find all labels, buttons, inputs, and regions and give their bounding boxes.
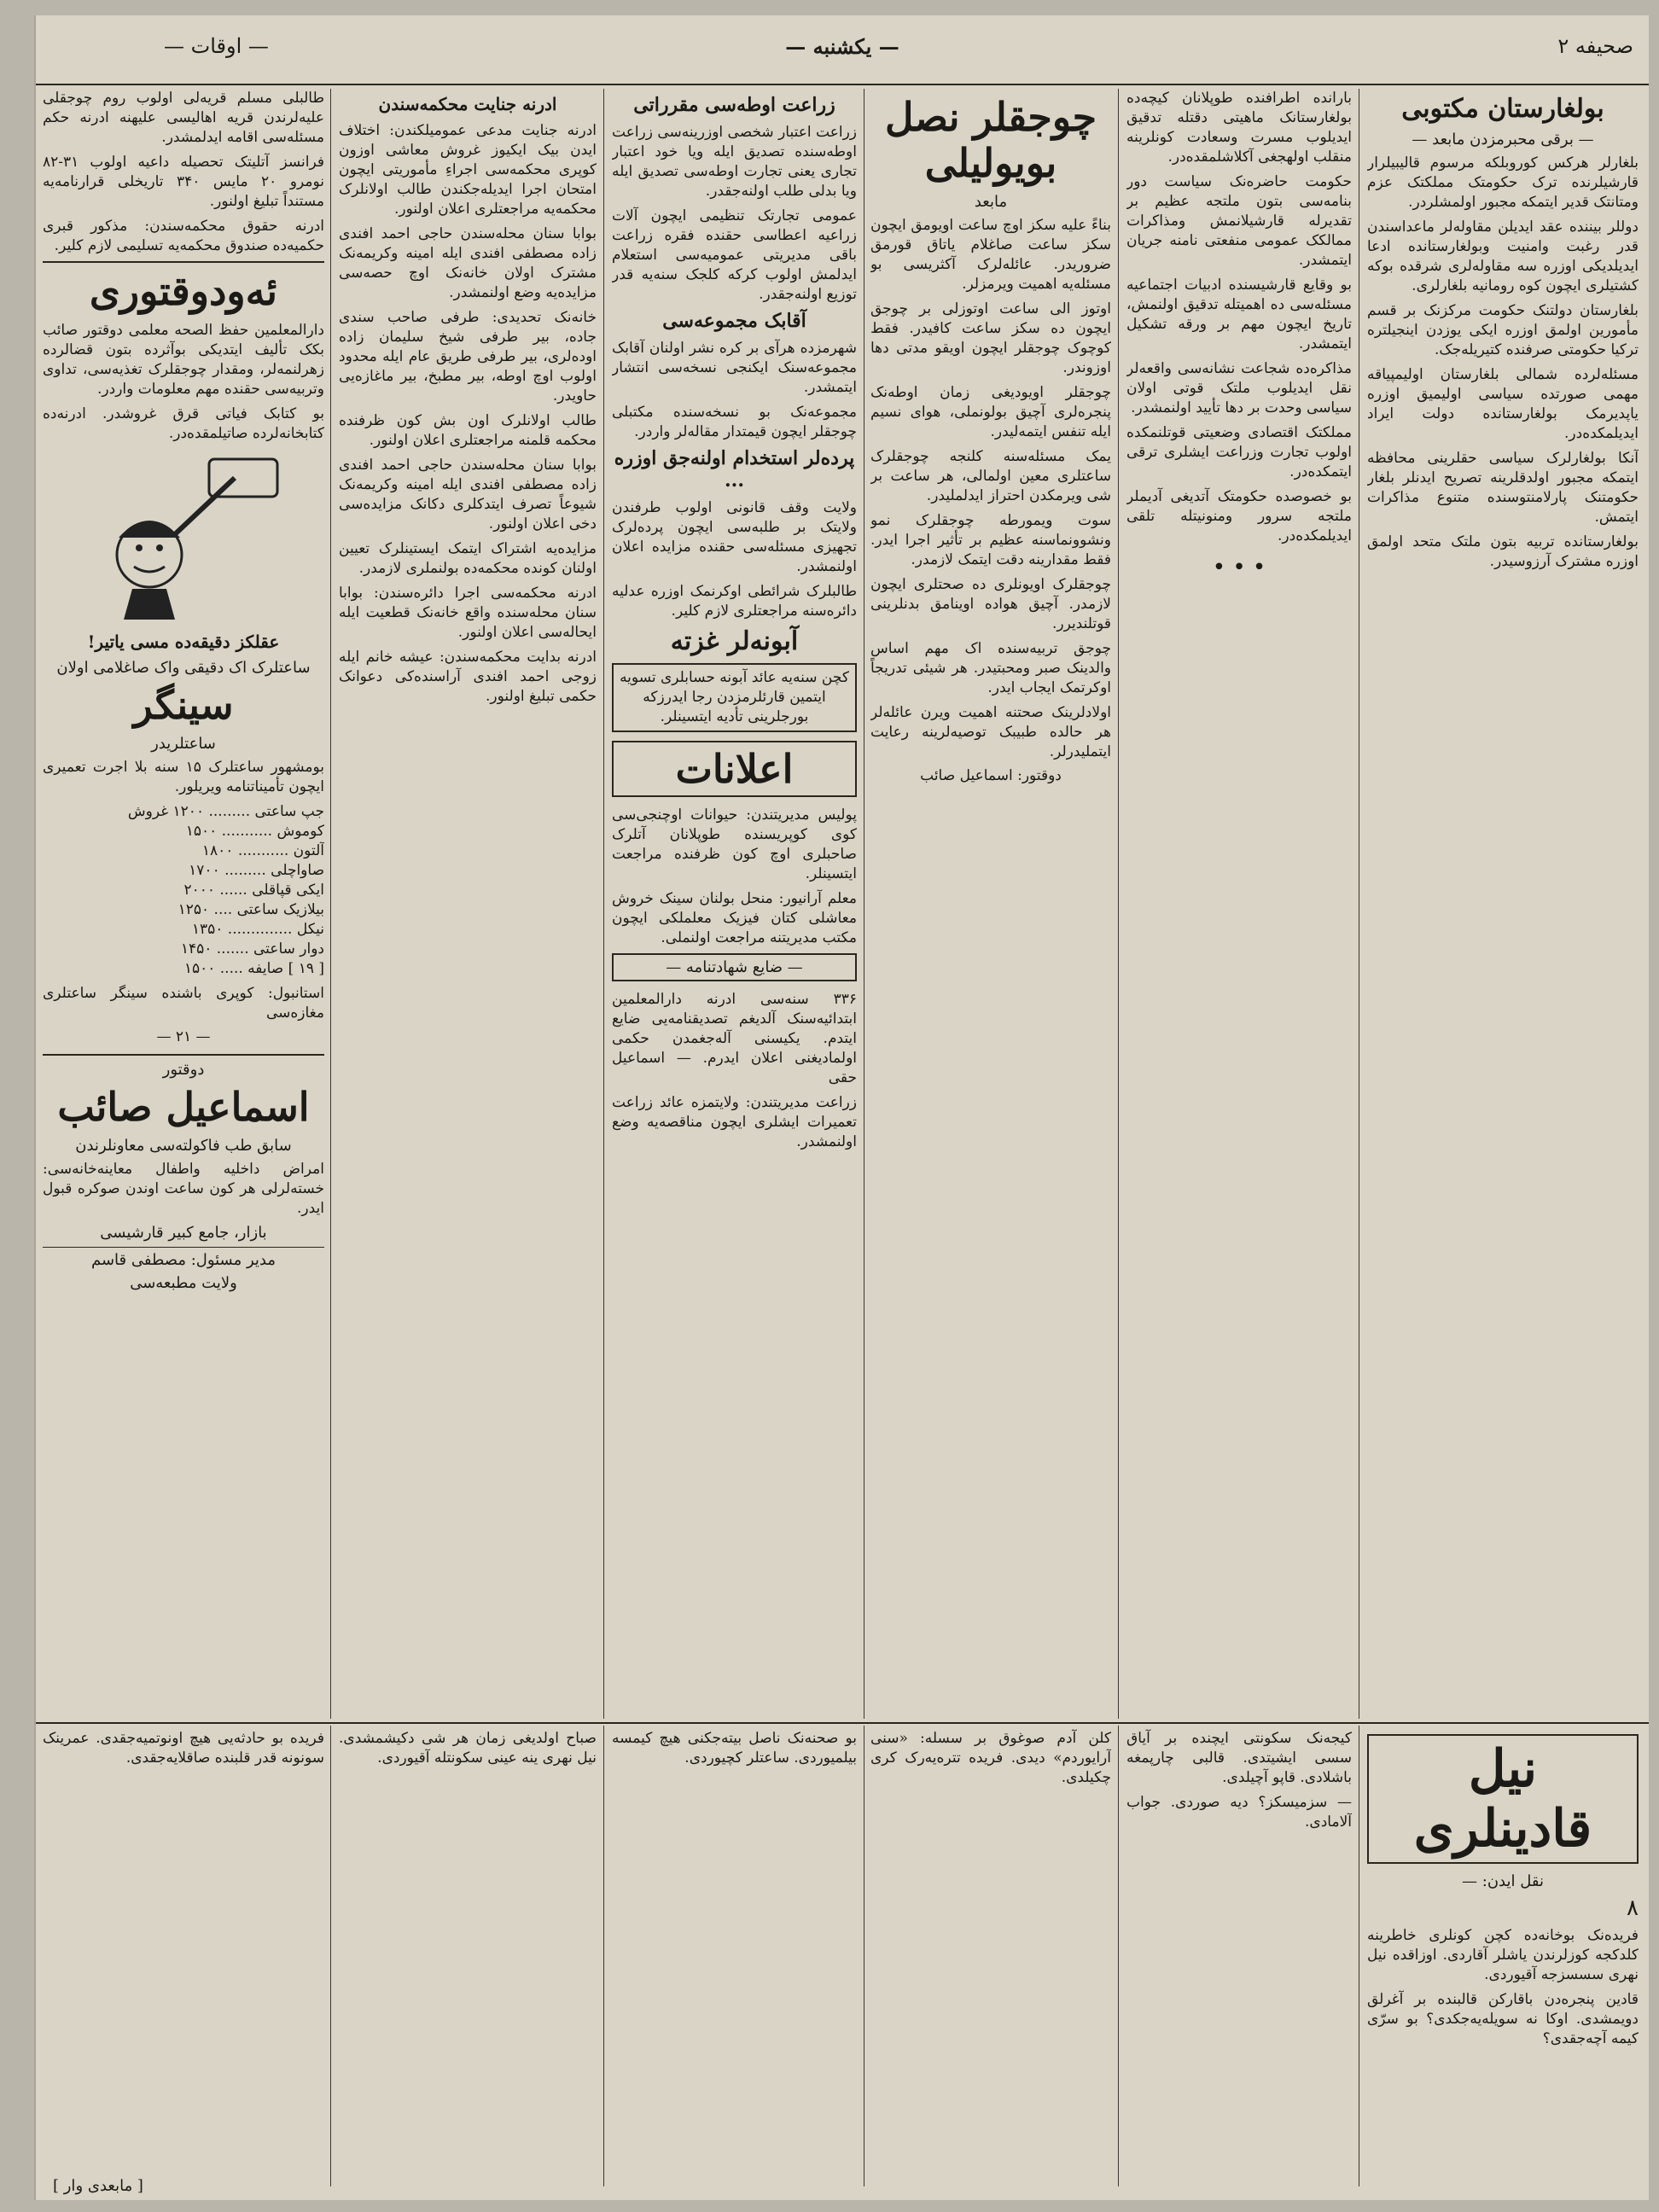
article-title: بولغارستان مکتوبی — [1401, 94, 1604, 124]
paragraph: خانه‌نک تحدیدی: طرفی صاحب سندی جاده، بیر طرفی شیخ سلیمان زاده اوده‌لری، بیر طرفی طریق عام ایله محدود اولوب اوچ اوطه، بیر مطبخ، بیر ماغازه‌یی حاویدر. — [339, 309, 597, 405]
column-4 — [612, 89, 857, 1714]
paragraph: بوابا سنان محله‌سندن حاجی احمد افندی زاده مصطفی افندی ایله امینه وکریمه‌نک مشترک اولان خانه‌نک اوچ حصه‌سی مزایده‌یه وضع اولنمشدر. — [339, 225, 597, 301]
paragraph: پولیس مدیریتندن: حیوانات اوچنجی‌سی کوی کوپریسنده طوپلانان آتلرک صاحبلری اوچ کون ظرفنده مراجعت ایتسینلر. — [612, 806, 857, 882]
article-title: چوجقلر نصل بویولیلی — [884, 94, 1097, 186]
announcements-heading: اعلانات — [612, 741, 857, 797]
paragraph: بولغارستانده تربیه بتون ملتک متحد اولمق اوزره مشترک آرزوسیدر. — [1367, 533, 1639, 570]
paragraph: فریده بو حادثه‌یی هیچ اونوتمیه‌جقدی. عمرینک سونونه قدر قلبنده صاقلایه‌جقدی. — [43, 1730, 324, 1767]
price-row: دوار ساعتی ....... ۱۴۵۰ — [180, 940, 324, 958]
article-subtitle: مابعد — [974, 193, 1008, 211]
paragraph: — سزمیسکز؟ دیه صوردی. جواب آلامادی. — [1126, 1794, 1352, 1831]
article-title: پرده‌لر استخدام اولنه‌جق اوزره ... — [614, 447, 855, 492]
column-rule — [603, 1726, 604, 2186]
serial-header — [1367, 1729, 1639, 2190]
article-subtitle: — برقی محبرمزدن مابعد — — [1412, 131, 1594, 148]
ad-note: بومشهور ساعتلرک ۱۵ سنه بلا اجرت تعمیری ایچون تأمیناتنامه ویریلور. — [43, 759, 324, 795]
column-2 — [1126, 89, 1352, 1714]
editor-line: مدیر مسئول: مصطفی قاسم — [43, 1247, 324, 1269]
paragraph: بو کتابک فیاتی قرق غروشدر. ادرنه‌ده کتابخانه‌لرده صاتیلمقده‌در. — [43, 405, 324, 442]
paragraph: فرانسز آتلیتک تحصیله داعیه اولوب ۳۱-۸۲ نومرو ۲۰ مایس ۳۴۰ تاریخلی قرارنامه‌یه مستنداً تبلیغ اولنور. — [43, 154, 324, 210]
serial-number: ۸ — [1627, 1895, 1639, 1921]
article-title: آقابک مجموعه‌سی — [662, 310, 806, 332]
paragraph: بارانده اطرافنده طوپلانان کیچه‌ده بولغارستانک ماهیتی دقتله تدقیق ایدیلوب مسرت وسعادت کونلرینه منقلب اولهجغی آکلاشلمقده‌در. — [1126, 90, 1352, 166]
ad-brand-sub: ساعتلریدر — [151, 735, 216, 753]
ad-number: — ۲۱ — — [156, 1028, 211, 1045]
doctor-text: امراض داخلیه واطفال معاینه‌خانه‌سی: خسته‌لرلی هر کون ساعت اوندن صوکره قبول ایدر. — [43, 1161, 324, 1217]
ad-headline: عقلکز دقیقه‌ده مسی یاتیر! — [87, 632, 280, 652]
masthead — [36, 15, 1649, 85]
paragraph: معلم آرانیور: منحل بولنان سینک خروش معاشلی کتان فیزیک معلملکی ایچون مکتب مدیریتنه مراجعت اولنملی. — [612, 890, 857, 946]
column-rule — [1118, 1726, 1119, 2186]
paragraph: زراعت مدیریتندن: ولایتمزه عائد زراعت تعمیرات ایشلری ایچون مناقصه‌یه وضع اولنمشدر. — [612, 1094, 857, 1150]
paragraph: بناءً علیه سکز اوچ ساعت اویومق ایچون سکز ساعت صاغلام یاتاق قورمق ضروریدر. عائله‌لرک آکثریسی بو مسئله‌یه اهمیت ویرمزلر. — [870, 217, 1111, 293]
column-6 — [43, 89, 324, 1714]
column-3 — [870, 89, 1111, 1714]
paragraph: طالب اولانلرک اون بش کون ظرفنده محکمه قلمنه مراجعتلری اعلان اولنور. — [339, 412, 597, 449]
paragraph: بلغارستان دولتنک حکومت مرکزنک بر قسم مأمورین اولمق اوزره ایکی یوزدن اینجیلتره ترکیا حکومتی صرفنده کتیریله‌جک. — [1367, 302, 1639, 358]
paragraph: سوت ویمورطه چوجقلرک نمو ونشوونماسنه عظیم بر تأثیر اجرا ایدر. فقط مقدارینه دقت ایتمک لازمدر. — [870, 512, 1111, 568]
paragraph: بو خصوصده حکومتک آتدیغی آدیملر ملتجه سرور ومنونیتله تلقی ایدیلمکده‌در. — [1126, 488, 1352, 544]
paragraph: بو صحنه‌نک ناصل بیته‌جکنی هیچ کیمسه بیلمیوردی. ساعتلر کچیوردی. — [612, 1730, 857, 1767]
paragraph: طالبلرک شرائطی اوکرنمک اوزره عدلیه دائره‌سنه مراجعتلری لازم کلیر. — [612, 583, 857, 620]
paragraph: حکومت حاضره‌نک سیاست دور بنامه‌سی بتون ملتجه عظیم بر تقدیرله قارشیلانمش ومذاکرات ممالکک عمومی منفعتی نامنه جریان ایتمشدر. — [1126, 173, 1352, 269]
notice-box: — ضایع شهادتنامه — — [612, 953, 857, 981]
doctor-name: اسماعیل صائب — [57, 1084, 310, 1130]
paragraph: شهرمزده هرآی بر کره نشر اولنان آقابک مجموعه‌سنک ایکنجی نسخه‌سی انتشار ایتمشدر. — [612, 340, 857, 396]
paragraph: مزایده‌یه اشتراک ایتمک ایستینلرک تعیین اولنان کونده محکمه‌ده بولنملری لازمدر. — [339, 540, 597, 577]
article-title: زراعت اوطه‌سی مقرراتی — [633, 94, 835, 116]
paragraph: اوتوز الی ساعت اوتوزلی بر چوجق ایچون ده سکز ساعت کافیدر. فقط کوچوک چوجقلر ایچون اویقو مدتی دها اوزوندر. — [870, 300, 1111, 376]
article-title: ئەودوقتوری — [43, 261, 324, 314]
price-row: آلتون ........... ۱۸۰۰ — [201, 842, 324, 859]
paragraph: ادرنه حقوق محکمه‌سندن: مذکور قبری حکمیه‌ده صندوق محکمه‌یه تسلیمی لازم کلیر. — [43, 218, 324, 254]
price-row: ایکی قپاقلی ...... ۲۰۰۰ — [183, 882, 324, 899]
column-rule — [330, 89, 331, 1719]
serial-column — [1126, 1729, 1352, 2190]
advertisement-illustration — [81, 452, 286, 623]
column-rule — [330, 1726, 331, 2186]
doctor-label: دوقتور — [43, 1054, 324, 1079]
paragraph: کلن آدم صوغوق بر سسله: «سنی آرایوردم» دیدی. فریده تتره‌یه‌رک کری چکیلدی. — [870, 1730, 1111, 1786]
paragraph: بوابا سنان محله‌سندن حاجی احمد افندی زاده مصطفی افندی ایله امینه وکریمه‌نک شیوعاً تصرف ایتدکلری دکانک مزایده‌سی دخی اعلان اولنور. — [339, 457, 597, 533]
column-1 — [1367, 89, 1639, 1714]
price-row: بیلازیک ساعتی .... ۱۲۵۰ — [178, 901, 324, 918]
paragraph: صباح اولدیغی زمان هر شی دکیشمشدی. نیل نهری ینه عینی سکونتله آقیوردی. — [339, 1730, 597, 1767]
section-rule — [36, 1722, 1649, 1724]
serial-column — [612, 1729, 857, 2190]
column-rule — [603, 89, 604, 1719]
article-title: آبونه‌لر غزته — [670, 626, 799, 656]
doctor-subtitle: سابق طب فاکولته‌سی معاونلرندن — [75, 1137, 292, 1155]
paragraph: مجموعه‌نک بو نسخه‌سنده مکتبلی چوجقلر ایچون قیمتدار مقاله‌لر واردر. — [612, 404, 857, 440]
article-title: ادرنه جنایت محکمه‌سندن — [378, 94, 557, 114]
ad-brand: سینگر — [133, 682, 234, 728]
paragraph: چوجقلر اویودیغی زمان اوطه‌نک پنجره‌لری آچیق بولونملی، هوای نسیم ایله تنفس ایتمه‌لیدر. — [870, 384, 1111, 440]
paragraph: عمومی تجارتک تنظیمی ایچون آلات زراعیه اعطاسی حقنده فقره زراعت باقی مدیریتی عمومیه‌سی استعلام ایدلمش اولوب کرکه کلجک سنه‌یه قدر توزیع اولنه‌جقدر. — [612, 207, 857, 303]
paragraph: ادرنه محکمه‌سی اجرا دائره‌سندن: بوابا سنان محله‌سنده واقع خانه‌نک قطعیت ایله ایحاله‌سی اعلان اولنور. — [339, 585, 597, 641]
serial-title: نیل قادینلری — [1367, 1734, 1639, 1864]
man-with-watch-icon — [81, 452, 286, 623]
price-row: [ ۱۹ ] صایفه ..... ۱۵۰۰ — [183, 960, 324, 977]
page-number: صحیفه ۲ — [1557, 34, 1633, 58]
price-row: جپ ساعتی ......... ۱۲۰۰ غروش — [127, 803, 324, 820]
paragraph: چوجقلرک اویونلری ده صحتلری ایچون لازمدر. آچیق هواده اوینامق بدنلرینی قوتلندیرر. — [870, 576, 1111, 632]
paragraph: ۳۳۶ سنه‌سی ادرنه دارالمعلمین ابتدائیه‌سنک آلدیغم تصدیقنامه‌یی ضایع ایتدم. یکیسنی آله‌جغمدن حکمی اولمادیغنی اعلان ایدرم. — اسماعیل حقی — [612, 991, 857, 1086]
paragraph: مذاکره‌ده شجاعت نشانه‌سی واقعه‌لر نقل ایدیلوب ملتک قوتی اولان سیاسی وحدت بر دها تأیید اولنمشدر. — [1126, 360, 1352, 416]
notice-box: کچن سنه‌یه عائد آبونه حسابلری تسویه ایتمین قارئلرمزدن رجا ایدرزکه بورجلرینی تأدیه ایتسینلر. — [612, 663, 857, 732]
serial-subtitle: نقل ایدن: — — [1462, 1872, 1544, 1890]
column-5 — [339, 89, 597, 1714]
paragraph: ولایت وقف قانونی اولوب طرفندن ولایتک بر طلبه‌سی ایچون پرده‌لرک تجهیزی مسئله‌سی حقنده مزایده اعلان اولنمشدر. — [612, 499, 857, 575]
paragraph: ادرنه جنایت مدعی عمومیلکندن: اختلاف ایدن بیک ایکیوز غروش معاشی اوزون کوپری محکمه‌سی اجراءِ مأموریتی ایچون امتحان اجرا ایدیله‌جکندن طالب اولانلرک محکمه‌یه مراجعتلری اعلان اولنور. — [339, 122, 597, 218]
serial-column — [870, 1729, 1111, 2190]
paragraph: چوجق تربیه‌سنده اک مهم اساس والدینک صبر ومحبتیدر. هر شیئی تدریجاً اوکرتمک ایجاب ایدر. — [870, 640, 1111, 696]
paragraph: دارالمعلمین حفظ الصحه معلمی دوقتور صائب بکک تألیف ایتدیکی بوآثرده بتون قضالرده زهرلنمه‌لر، ومقدار چوجقلرک تغذیه‌سی، تداوی وتربیه‌سی حقنده مهم معلومات واردر. — [43, 322, 324, 398]
paragraph: آنکا بولغارلرک سیاسی حقلرینی محافظه ایتمکه مجبور اولدقلرینه تصریح ایدنلر بلغار حکومتنک پارلامنتوسنده متنوع مذاکرات ایتمش. — [1367, 450, 1639, 526]
ad-footer: استانبول: کوپری باشنده سینگر ساعتلری مغازه‌سی — [43, 985, 324, 1022]
paragraph: یمک مسئله‌سنه کلنجه چوجقلرک ساعتلری معین اولمالی، هر ساعت بر شی ویرمکدن احتراز ایدلملیدر. — [870, 448, 1111, 504]
paragraph: ادرنه بدایت محکمه‌سندن: عیشه خانم ایله زوجی احمد افندی آراسنده‌کی دعوانک حکمی تبلیغ اولنور. — [339, 649, 597, 705]
paragraph: قادین پنجره‌دن باقارکن قالبنده بر آغرلق دویمشدی. اوکا نه سویله‌یه‌جکدی؟ بو سرّی کیمه آچه‌جقدی؟ — [1367, 1991, 1639, 2047]
paragraph: بو وقایع قارشیسنده ادبیات اجتماعیه مسئله‌سی ده اهمیتله تدقیق اولنمش، تاریخ ایچون مهم بر ورقه تشکیل ایتمشدر. — [1126, 276, 1352, 352]
paragraph: مملکتک اقتصادی وضعیتی قوتلنمکده اولوب تجارت وزراعت ایشلری ترقی ایتمکده‌در. — [1126, 424, 1352, 480]
masthead-left: — اوقات — — [164, 34, 269, 58]
printer-line: ولایت مطبعه‌سی — [130, 1274, 237, 1292]
paragraph: مسئله‌لرده شمالی بلغارستان اولیمپیاقه مهمی صورتده سیاسی اولیمیق اوزره یاپدیرمک بولغارستانده دولت ایراد ایدیلمکده‌در. — [1367, 366, 1639, 442]
ad-text: ساعتلرک اک دقیقی واک صاغلامی اولان — [56, 659, 311, 677]
paragraph: دوللر بیننده عقد ایدیلن مقاوله‌لر ماعداسندن قدر رغبت وامنیت وبولغارستانده ادعا ایدیلدیکی اوزره سه مقاوله‌لری شرقده بوکه کشتیلری ایچون کوه رومانیه بلغارلری. — [1367, 218, 1639, 294]
paragraph: فریده‌نک بوخانه‌ده کچن کونلری خاطرینه کلدکجه کوزلرندن یاشلر آقاردی. اوزاقده نیل نهری سسسزجه آقیوردی. — [1367, 1927, 1639, 1983]
serial-continued: [ مابعدی وار ] — [53, 2177, 143, 2195]
article-signature: دوقتور: اسماعیل صائب — [920, 767, 1062, 784]
paragraph: کیجه‌نک سکونتی ایچنده بر آیاق سسی ایشیتدی. قالبی چارپمغه باشلادی. قاپو آچیلدی. — [1126, 1730, 1352, 1786]
newspaper-page — [34, 15, 1649, 2200]
price-row: نیکل .............. ۱۳۵۰ — [191, 921, 324, 938]
paragraph: بلغارلر هرکس کوروبلکه مرسوم قالیبیلرار قارشیلرنده ترک حکومتک مملکتک عزم ومتانتک قدیر ایتمکه مجبور اولمشلردر. — [1367, 154, 1639, 211]
separator-dots: • • • — [1212, 555, 1266, 580]
doctor-address: بازار، جامع کبیر قارشیسی — [100, 1224, 267, 1242]
paragraph: طالبلی مسلم قریه‌لی اولوب روم چوجقلی علیه‌لرندن قریه اهالیسی علیهنه ادرنه حکم مسئله‌سی اقامه ایدلمشدر. — [43, 90, 324, 146]
paragraph: اولادلرینک صحتنه اهمیت ویرن عائله‌لر هر حالده طبیبک توصیه‌لرینه رعایت ایتملیدرلر. — [870, 704, 1111, 760]
column-rule — [1118, 89, 1119, 1719]
price-row: صاواچلی ......... ۱۷۰۰ — [189, 862, 324, 879]
paragraph: زراعت اعتبار شخصی اوزرینه‌سی زراعت اوطه‌سنده تصدیق ایله ویا خود اعتبار تجاری یعنی تجارت اوطه‌سی تصدیق ایله ویا بدلی طلب اولنه‌جقدر. — [612, 124, 857, 200]
price-row: کوموش ........... ۱۵۰۰ — [185, 823, 324, 840]
masthead-center: — یکشنبه — — [785, 34, 899, 59]
serial-column — [339, 1729, 597, 2190]
serial-column — [43, 1729, 324, 2173]
